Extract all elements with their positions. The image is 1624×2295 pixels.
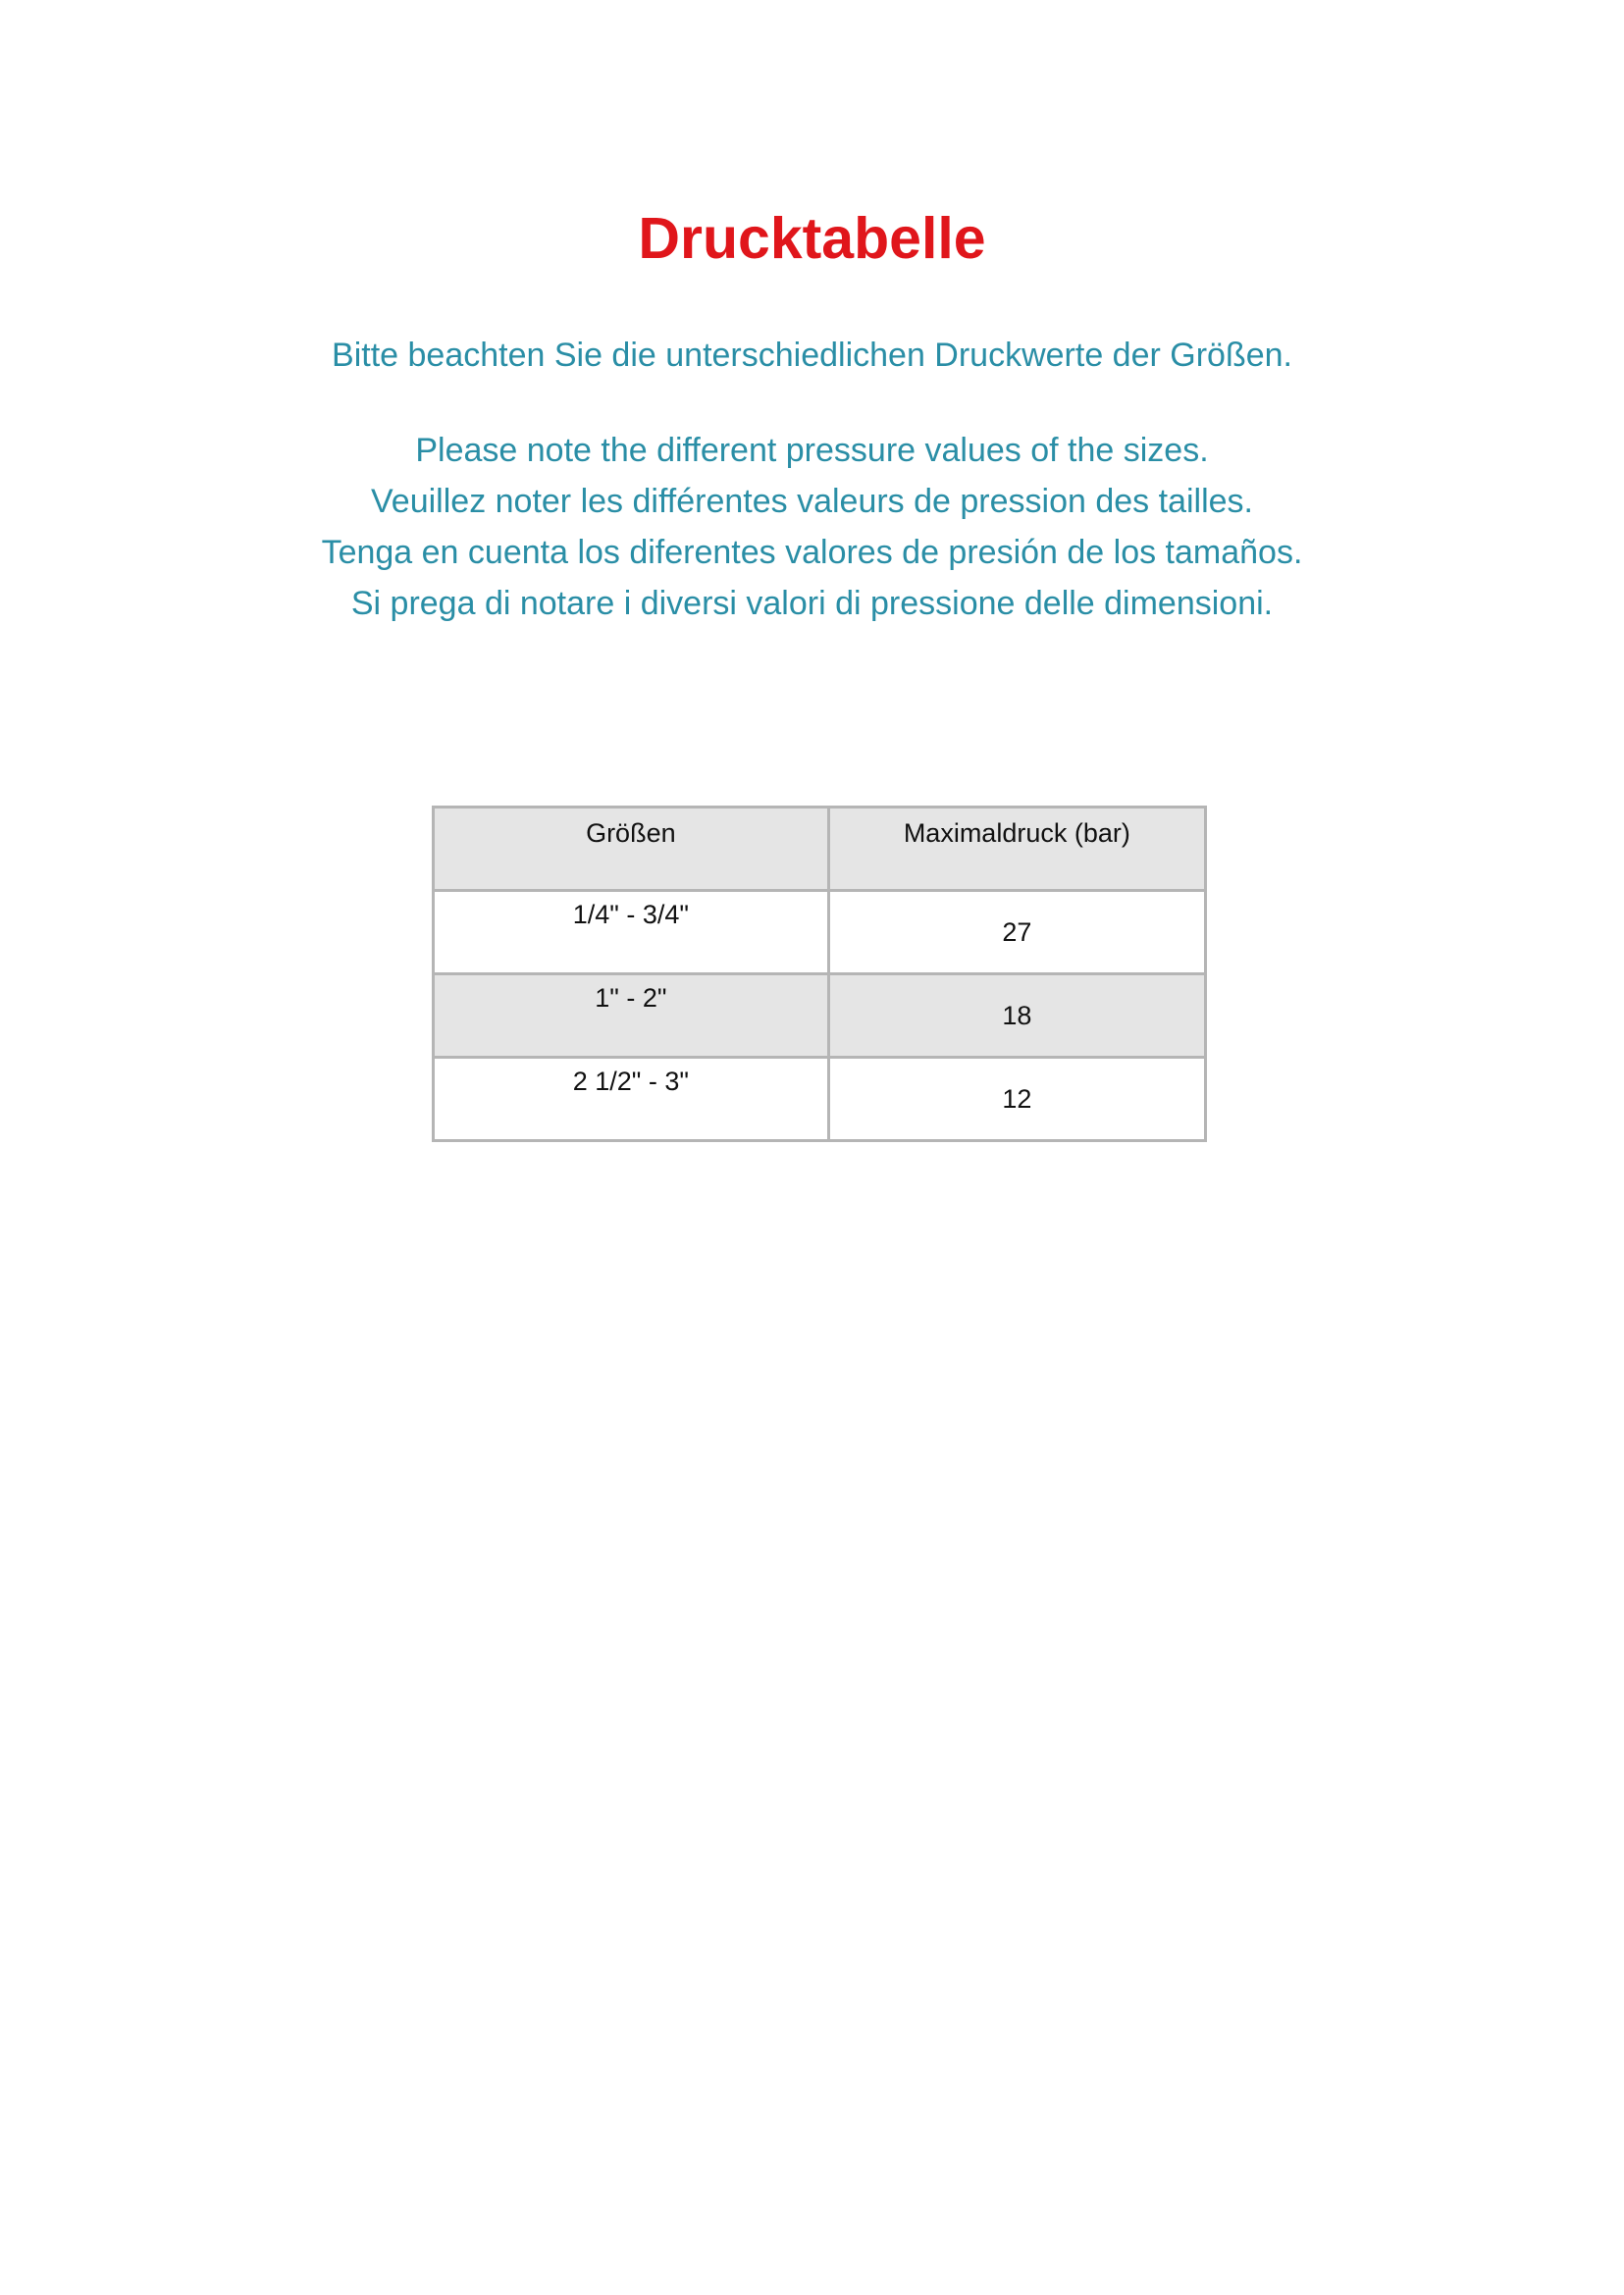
table-row xyxy=(434,891,1206,974)
table-header-row xyxy=(434,808,1206,891)
cell-size: 1" - 2" xyxy=(434,974,829,1058)
cell-max-pressure: 27 xyxy=(828,891,1205,974)
cell-size: 2 1/2" - 3" xyxy=(434,1058,829,1141)
table-row xyxy=(434,974,1206,1058)
pressure-table xyxy=(432,806,1207,1142)
header-sizes: Größen xyxy=(434,808,829,891)
note-german: Bitte beachten Sie die unterschiedlichen Druckwerte der Größen. xyxy=(332,337,1292,374)
cell-max-pressure: 18 xyxy=(828,974,1205,1058)
cell-max-pressure: 12 xyxy=(828,1058,1205,1141)
header-max-pressure: Maximaldruck (bar) xyxy=(828,808,1205,891)
table-row xyxy=(434,1058,1206,1141)
page-title: Drucktabelle xyxy=(638,206,986,271)
note-french: Veuillez noter les différentes valeurs de pression des tailles. xyxy=(371,483,1253,520)
cell-size: 1/4" - 3/4" xyxy=(434,891,829,974)
translated-notes xyxy=(0,425,1624,629)
note-english: Please note the different pressure values of the sizes. xyxy=(415,432,1209,469)
note-spanish: Tenga en cuenta los diferentes valores de presión de los tamaños. xyxy=(321,534,1303,571)
note-italian: Si prega di notare i diversi valori di pressione delle dimensioni. xyxy=(350,585,1274,622)
